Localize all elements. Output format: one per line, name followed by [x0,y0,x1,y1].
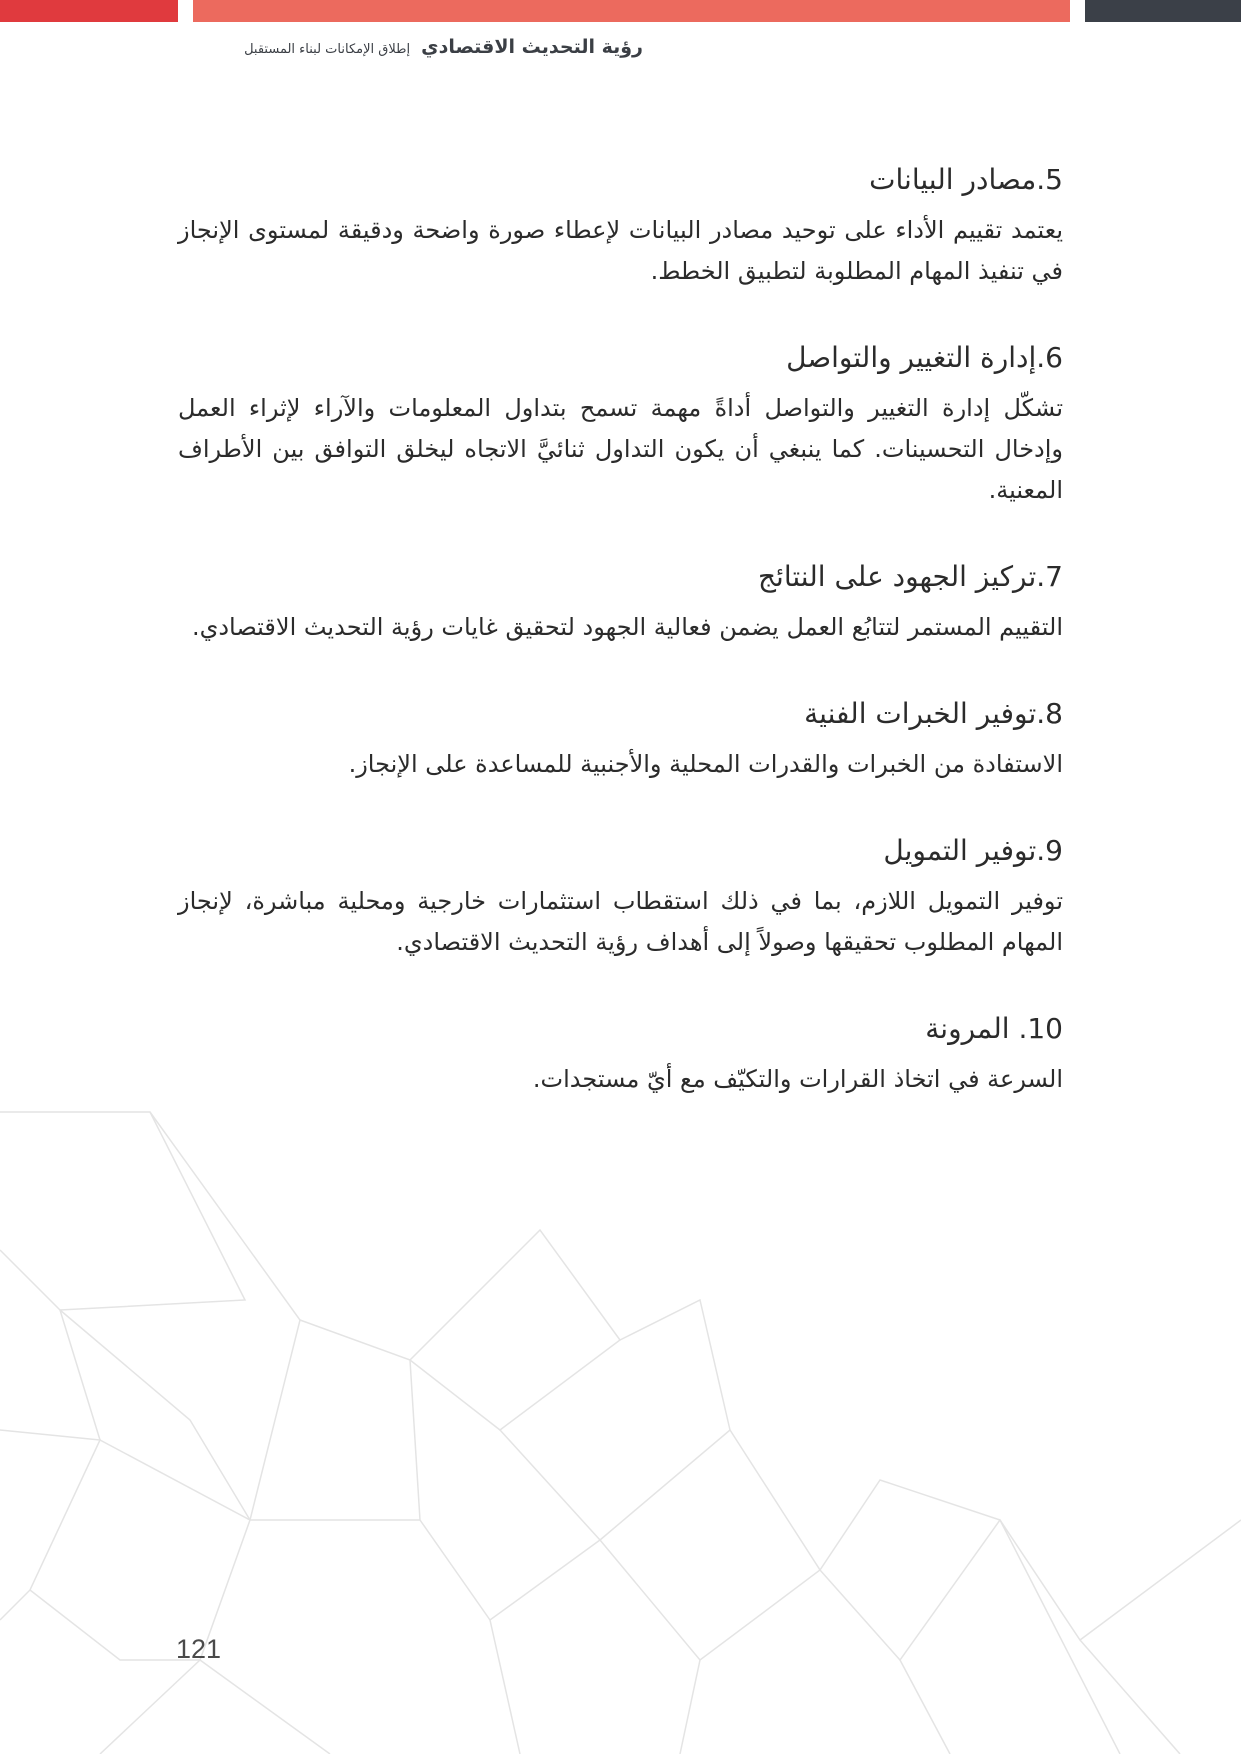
header-title: رؤية التحديث الاقتصادي [421,36,643,58]
running-header [150,30,643,64]
section-title: 9.توفير التمويل [883,834,1063,867]
top-accent-bar-dark [1085,0,1241,22]
section-funding [178,831,1063,963]
section-data-sources [178,160,1063,292]
main-content [178,160,1063,1146]
section-title: 6.إدارة التغيير والتواصل [786,341,1063,374]
section-body: السرعة في اتخاذ القرارات والتكيّف مع أيّ مستجدات. [532,1065,1063,1093]
header-subtitle: إطلاق الإمكانات لبناء المستقبل [244,42,411,57]
section-flexibility [178,1009,1063,1100]
section-body: يعتمد تقييم الأداء على توحيد مصادر البيانات لإعطاء صورة واضحة ودقيقة لمستوى الإنجاز في تنفيذ المهام المطلوبة لتطبيق الخطط. [178,216,1063,285]
section-body: تشكّل إدارة التغيير والتواصل أداةً مهمة تسمح بتداول المعلومات والآراء لإثراء العمل وإدخال التحسينات. كما ينبغي أن يكون التداول ثنائيَّ الاتجاه ليخلق التوافق بين الأطراف المعنية. [178,394,1063,504]
section-technical-expertise [178,694,1063,785]
section-title: 8.توفير الخبرات الفنية [804,697,1063,730]
section-title: 5.مصادر البيانات [869,163,1063,196]
section-body: توفير التمويل اللازم، بما في ذلك استقطاب استثمارات خارجية ومحلية مباشرة، لإنجاز المهام المطلوب تحقيقها وصولاً إلى أهداف رؤية التحديث الاقتصادي. [178,887,1063,956]
section-body: التقييم المستمر لتتابُع العمل يضمن فعالية الجهود لتحقيق غايات رؤية التحديث الاقتصادي. [191,613,1063,641]
section-title: 10. المرونة [925,1012,1063,1045]
top-accent-bar-red [0,0,178,22]
page-number: 121 [176,1634,222,1664]
section-results-focus [178,557,1063,648]
section-change-management [178,338,1063,511]
section-body: الاستفادة من الخبرات والقدرات المحلية والأجنبية للمساعدة على الإنجاز. [348,750,1063,778]
section-title: 7.تركيز الجهود على النتائج [757,560,1063,593]
top-accent-bar-coral [193,0,1070,22]
